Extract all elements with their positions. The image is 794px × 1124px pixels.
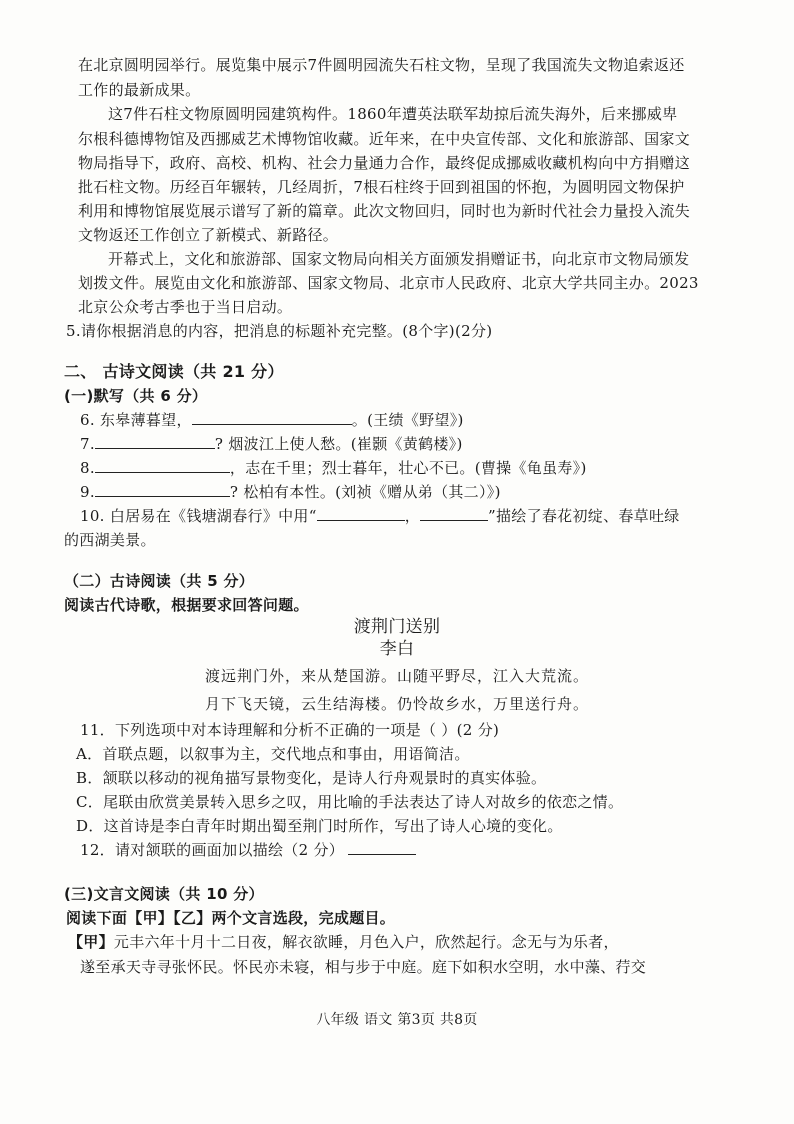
q7-number: 7.: [80, 435, 95, 453]
question-9: [80, 482, 501, 502]
question-8: [80, 458, 587, 478]
q7-answer-blank[interactable]: [95, 434, 215, 449]
news-text-line: 在北京圆明园举行。展览集中展示7件圆明园流失石柱文物，呈现了我国流失文物追索返还: [78, 56, 685, 74]
q10-suffix: ”描绘了春花初绽、春草吐绿: [488, 507, 680, 525]
question-6: [80, 410, 464, 430]
q8-answer-blank[interactable]: [95, 458, 230, 473]
news-text-line: 文物返还工作创立了新模式、新路径。: [78, 226, 339, 244]
option-c[interactable]: C．尾联由欣赏美景转入思乡之叹，用比喻的手法表达了诗人对故乡的依恋之情。: [76, 793, 624, 811]
news-text-line: 这7件石柱文物原圆明园建筑构件。1860年遭英法联军劫掠后流失海外，后来挪威卑: [108, 105, 678, 123]
prose-jia-text: 元丰六年十月十二日夜，解衣欲睡，月色入户，欣然起行。念无与为乐者，: [113, 933, 619, 951]
subsection-heading-dictation: (一)默写（共 6 分）: [64, 387, 208, 405]
q12-prompt: 12．请对颔联的画面加以描绘（2 分）: [80, 841, 345, 859]
option-b[interactable]: B．颔联以移动的视角描写景物变化，是诗人行舟观景时的真实体验。: [76, 769, 547, 787]
poem-title: 渡荆门送别: [353, 617, 441, 637]
q8-source: ，志在千里；烈士暮年，壮心不已。(曹操《龟虽寿》): [229, 459, 587, 477]
q9-answer-blank[interactable]: [95, 482, 230, 497]
prose-jia-line-1: [68, 932, 619, 952]
q10-prompt: 10. 白居易在《钱塘湖春行》中用“: [80, 507, 317, 525]
q6-source: 。(王绩《野望》): [351, 411, 464, 429]
q9-source: ? 松柏有本性。(刘祯《赠从弟（其二）》): [229, 483, 501, 501]
subsection-heading-poem: （二）古诗阅读（共 5 分）: [64, 572, 255, 590]
page-footer: 八年级 语文 第3页 共8页: [316, 1012, 478, 1028]
option-a[interactable]: A．首联点题，以叙事为主，交代地点和事由，用语简洁。: [76, 745, 470, 763]
question-10: [80, 506, 680, 526]
q6-prompt: 6. 东皋薄暮望，: [80, 411, 192, 429]
poem-instruction: 阅读古代诗歌，根据要求回答问题。: [64, 596, 309, 614]
q9-number: 9.: [80, 483, 95, 501]
q12-answer-blank[interactable]: [348, 840, 416, 855]
poem-line-2: 月下飞天镜，云生结海楼。仍怜故乡水，万里送行舟。: [204, 695, 589, 713]
prose-jia-label: 【甲】: [68, 933, 114, 951]
q6-answer-blank[interactable]: [192, 410, 352, 425]
question-7: [80, 434, 463, 454]
prose-instruction: 阅读下面【甲】【乙】两个文言选段，完成题目。: [66, 909, 396, 927]
news-text-line: 尔根科德博物馆及西挪威艺术博物馆收藏。近年来，在中央宣传部、文化和旅游部、国家文: [78, 130, 691, 148]
news-text-line: 北京公众考古季也于当日启动。: [78, 298, 293, 316]
subsection-heading-prose: (三)文言文阅读（共 10 分）: [64, 885, 264, 903]
poem-line-1: 渡远荆门外，来从楚国游。山随平野尽，江入大荒流。: [204, 667, 589, 685]
question-12: [80, 840, 416, 860]
news-text-line: 工作的最新成果。: [78, 81, 201, 99]
q10-comma: ，: [404, 507, 421, 525]
q7-source: ? 烟波江上使人愁。(崔颢《黄鹤楼》): [214, 435, 463, 453]
q8-number: 8.: [80, 459, 95, 477]
news-text-line: 物局指导下，政府、高校、机构、社会力量通力合作，最终促成挪威收藏机构向中方捐赠这: [78, 154, 691, 172]
question-10-continuation: 的西湖美景。: [64, 531, 156, 549]
news-text-line: 利用和博物馆展览展示谱写了新的篇章。此次文物回归，同时也为新时代社会力量投入流失: [78, 202, 691, 220]
question-11: 11．下列选项中对本诗理解和分析不正确的一项是（ ）(2 分): [80, 721, 500, 739]
news-text-line: 开幕式上，文化和旅游部、国家文物局向相关方面颁发捐赠证书，向北京市文物局颁发: [108, 250, 690, 268]
question-5: 5.请你根据消息的内容，把消息的标题补充完整。(8个字)(2分): [66, 322, 493, 340]
option-d[interactable]: D．这首诗是李白青年时期出蜀至荆门时所作，写出了诗人心境的变化。: [76, 817, 563, 835]
poem-author: 李白: [379, 639, 415, 659]
prose-jia-line-2: 遂至承天寺寻张怀民。怀民亦未寝，相与步于中庭。庭下如积水空明，水中藻、荇交: [80, 958, 647, 976]
news-text-line: 划拨文件。展览由文化和旅游部、国家文物局、北京市人民政府、北京大学共同主办。2023: [78, 274, 699, 292]
q10-answer-blank-2[interactable]: [420, 506, 488, 521]
section-heading-2: 二、 古诗文阅读（共 21 分）: [64, 362, 284, 381]
q10-answer-blank-1[interactable]: [317, 506, 405, 521]
news-text-line: 批石柱文物。历经百年辗转，几经周折，7根石柱终于回到祖国的怀抱，为圆明园文物保护: [78, 178, 685, 196]
